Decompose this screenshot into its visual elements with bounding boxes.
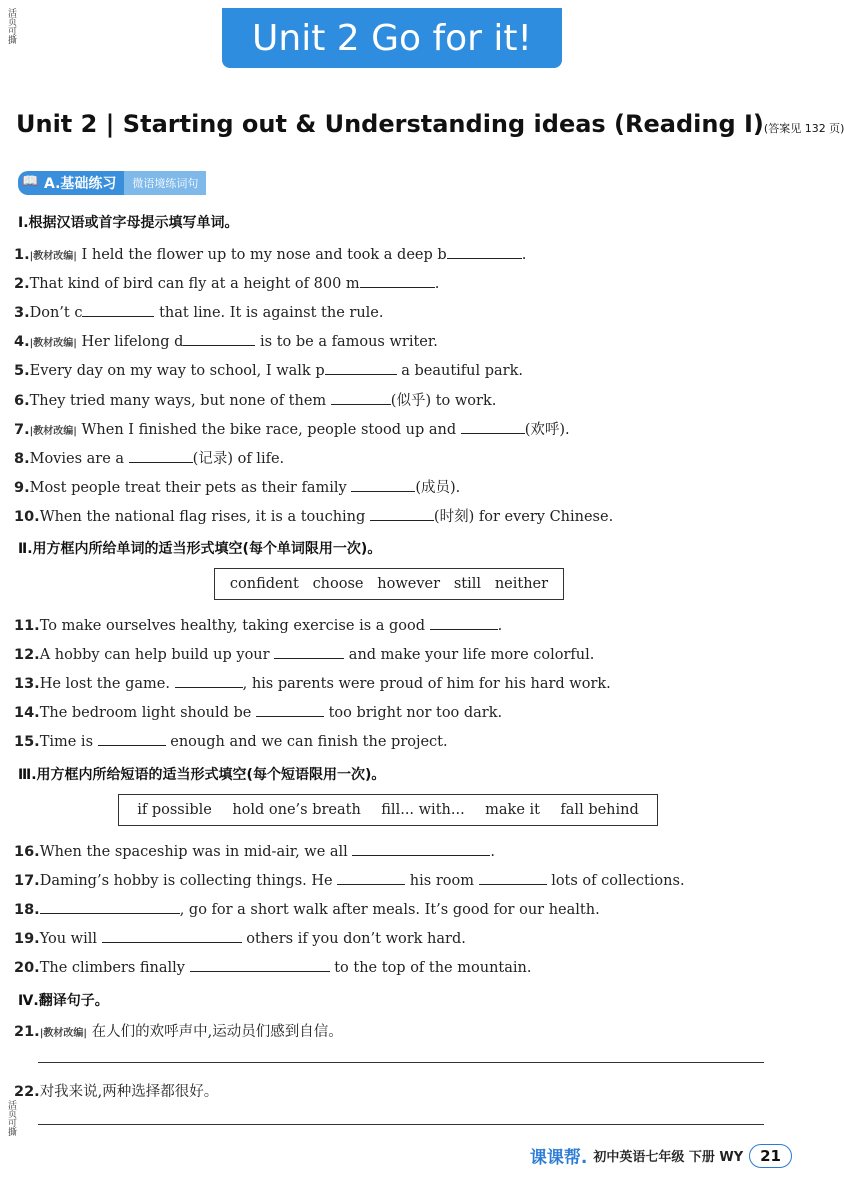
answer-blank[interactable] <box>102 928 242 943</box>
question-2 <box>14 273 439 292</box>
answer-blank[interactable] <box>129 448 193 463</box>
q-text: too bright nor too dark. <box>328 705 503 721</box>
q-num: 19. <box>14 931 40 947</box>
answer-blank[interactable] <box>461 419 525 434</box>
q-num: 3. <box>14 305 30 321</box>
q-text: Every day on my way to school, I walk p <box>29 363 325 379</box>
phrase-option: hold one’s breath <box>232 802 361 818</box>
word-option: still <box>453 576 482 592</box>
question-22 <box>14 1080 218 1101</box>
q-num: 15. <box>14 734 40 750</box>
side-tab-bottom: 活页可撕 <box>6 1100 16 1136</box>
question-11 <box>14 615 502 634</box>
q-num: 8. <box>14 451 30 467</box>
title-text: Unit 2 | Starting out & Understanding ideas (Reading I) <box>16 110 764 138</box>
page-footer <box>530 1143 792 1168</box>
q-num: 2. <box>14 276 30 292</box>
answer-blank[interactable] <box>256 702 324 717</box>
question-1 <box>14 244 526 263</box>
answer-line[interactable] <box>38 1124 764 1125</box>
q-num: 10. <box>14 509 40 525</box>
answer-blank[interactable] <box>479 870 547 885</box>
question-16 <box>14 841 495 860</box>
q-text: I held the flower up to my nose and took a deep b <box>81 247 447 263</box>
question-18 <box>14 899 600 918</box>
q-text: They tried many ways, but none of them <box>29 393 327 409</box>
answer-blank[interactable] <box>40 899 180 914</box>
q-text: The bedroom light should be <box>39 705 252 721</box>
word-option: choose <box>312 576 364 592</box>
adapted-tag: |教材改编| <box>29 338 77 349</box>
phrase-option: fall behind <box>560 802 639 818</box>
question-20 <box>14 957 531 976</box>
q-num: 14. <box>14 705 40 721</box>
side-tab-top: 活页可撕 <box>6 8 16 44</box>
q-text: to the top of the mountain. <box>334 960 532 976</box>
q-text: You will <box>39 931 98 947</box>
question-9 <box>14 476 460 497</box>
section-a-subtitle: 微语境练词句 <box>124 171 206 195</box>
answer-blank[interactable] <box>82 302 154 317</box>
answer-blank[interactable] <box>351 477 415 492</box>
q-num: 18. <box>14 902 40 918</box>
question-12 <box>14 644 594 663</box>
adapted-tag: |教材改编| <box>29 426 77 437</box>
question-19 <box>14 928 466 947</box>
q-num: 12. <box>14 647 40 663</box>
answer-blank[interactable] <box>447 244 522 259</box>
phrase-option: fill... with... <box>381 802 465 818</box>
section-a-header <box>18 172 206 194</box>
q-text: Movies are a <box>29 451 125 467</box>
answer-blank[interactable] <box>352 841 490 856</box>
q-text: and make your life more colorful. <box>348 647 595 663</box>
q-num: 1. <box>14 247 30 263</box>
q-num: 16. <box>14 844 40 860</box>
q-text: that line. It is against the rule. <box>159 305 384 321</box>
page-number: 21 <box>749 1144 792 1168</box>
q-num: 20. <box>14 960 40 976</box>
phrase-option: if possible <box>137 802 212 818</box>
q-text: When the spaceship was in mid-air, we all <box>39 844 348 860</box>
answer-line[interactable] <box>38 1062 764 1063</box>
q-text: That kind of bird can fly at a height of 800 m <box>29 276 360 292</box>
word-option: however <box>377 576 441 592</box>
part4-heading: Ⅳ.翻译句子。 <box>18 993 109 1009</box>
part3-heading: Ⅲ.用方框内所给短语的适当形式填空(每个短语限用一次)。 <box>18 767 386 783</box>
word-option: neither <box>494 576 549 592</box>
answer-blank[interactable] <box>183 331 255 346</box>
q-num: 9. <box>14 480 30 496</box>
book-icon: 📖 <box>22 174 39 189</box>
q-text: . <box>497 618 503 634</box>
q-num: 13. <box>14 676 40 692</box>
book-info: 初中英语七年级 下册 WY <box>593 1150 744 1165</box>
answer-blank[interactable] <box>175 673 243 688</box>
q-text: his room <box>409 873 474 889</box>
q-text: (成员). <box>415 480 461 496</box>
question-14 <box>14 702 502 721</box>
q-text: , go for a short walk after meals. It’s good for our health. <box>179 902 600 918</box>
answer-blank[interactable] <box>98 731 166 746</box>
unit-banner: Unit 2 Go for it! <box>222 8 562 68</box>
question-6 <box>14 389 496 410</box>
q-text: When the national flag rises, it is a touching <box>39 509 366 525</box>
question-13 <box>14 673 611 692</box>
q-text: (记录) of life. <box>192 451 285 467</box>
part2-heading: Ⅱ.用方框内所给单词的适当形式填空(每个单词限用一次)。 <box>18 541 382 557</box>
answer-blank[interactable] <box>325 360 397 375</box>
q-num: 5. <box>14 363 30 379</box>
section-a-label: A.基础练习 <box>44 176 117 192</box>
q-text: When I finished the bike race, people stood up and <box>81 422 457 438</box>
q-text: , his parents were proud of him for his hard work. <box>242 676 611 692</box>
q-num: 6. <box>14 393 30 409</box>
q-text: . <box>521 247 527 263</box>
adapted-tag: |教材改编| <box>39 1028 87 1039</box>
question-15 <box>14 731 448 750</box>
phrase-box <box>118 794 658 826</box>
q-text: He lost the game. <box>39 676 170 692</box>
q-text: Time is <box>39 734 94 750</box>
q-text: lots of collections. <box>551 873 685 889</box>
q-text: 在人们的欢呼声中,运动员们感到自信。 <box>91 1024 343 1040</box>
q-text: . <box>434 276 440 292</box>
q-num: 7. <box>14 422 30 438</box>
q-num: 22. <box>14 1084 40 1100</box>
answer-blank[interactable] <box>274 644 344 659</box>
page-title <box>16 110 844 138</box>
question-21 <box>14 1020 343 1041</box>
phrase-option: make it <box>485 802 540 818</box>
question-8 <box>14 447 284 468</box>
q-num: 17. <box>14 873 40 889</box>
q-text: Her lifelong d <box>81 334 184 350</box>
section-a-badge <box>18 171 124 195</box>
q-text: 对我来说,两种选择都很好。 <box>39 1084 219 1100</box>
answer-reference: (答案见 132 页) <box>763 122 844 135</box>
question-7 <box>14 418 570 439</box>
part1-heading: Ⅰ.根据汉语或首字母提示填写单词。 <box>18 215 239 231</box>
question-5 <box>14 360 523 379</box>
answer-blank[interactable] <box>190 957 330 972</box>
q-text: Most people treat their pets as their family <box>29 480 347 496</box>
answer-blank[interactable] <box>337 870 405 885</box>
answer-blank[interactable] <box>370 506 434 521</box>
q-text: . <box>490 844 496 860</box>
word-box <box>214 568 564 600</box>
adapted-tag: |教材改编| <box>29 251 77 262</box>
answer-blank[interactable] <box>360 273 435 288</box>
q-text: is to be a famous writer. <box>260 334 438 350</box>
q-text: To make ourselves healthy, taking exercise is a good <box>39 618 426 634</box>
question-10 <box>14 505 613 526</box>
question-4 <box>14 331 438 350</box>
q-text: The climbers finally <box>39 960 185 976</box>
q-text: (时刻) for every Chinese. <box>433 509 614 525</box>
q-num: 11. <box>14 618 40 634</box>
q-text: others if you don’t work hard. <box>246 931 466 947</box>
answer-blank[interactable] <box>331 390 391 405</box>
answer-blank[interactable] <box>430 615 498 630</box>
q-text: Daming’s hobby is collecting things. He <box>39 873 333 889</box>
q-text: (似乎) to work. <box>390 393 497 409</box>
q-text: A hobby can help build up your <box>39 647 270 663</box>
q-num: 4. <box>14 334 30 350</box>
q-text: Don’t c <box>29 305 83 321</box>
question-3 <box>14 302 383 321</box>
q-text: a beautiful park. <box>401 363 523 379</box>
brand-logo: 课课帮. <box>529 1148 588 1168</box>
question-17 <box>14 870 685 889</box>
q-text: enough and we can finish the project. <box>170 734 448 750</box>
word-option: confident <box>229 576 299 592</box>
q-num: 21. <box>14 1024 40 1040</box>
q-text: (欢呼). <box>524 422 570 438</box>
